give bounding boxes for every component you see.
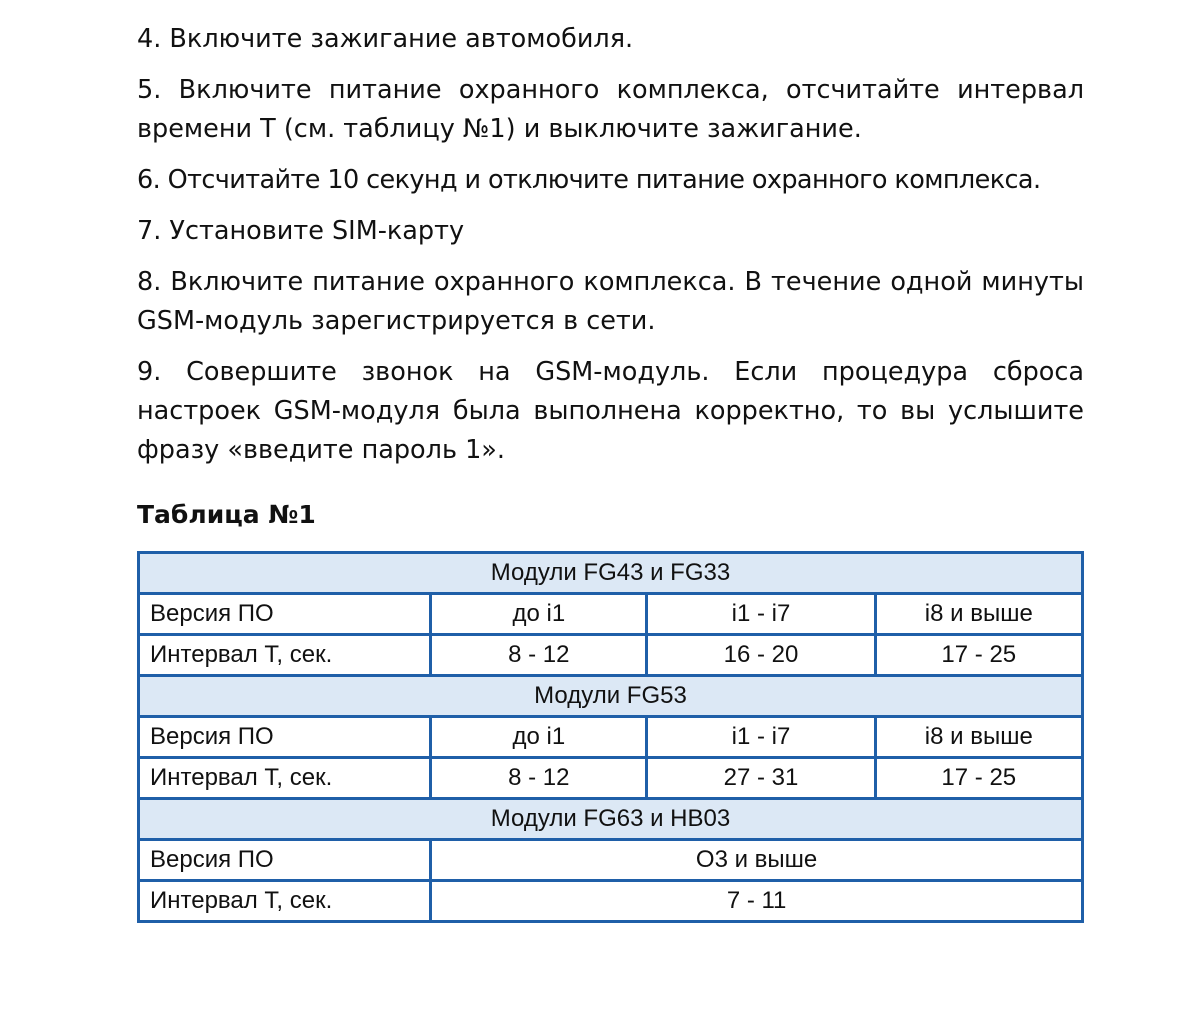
step-5: 5. Включите питание охранного комплекса, отсчитайте интервал времени Т (см. таблицу №1) и выключите зажигание. <box>137 75 1084 144</box>
table-row <box>139 594 1083 635</box>
cell: до i1 <box>431 717 647 758</box>
cell: 8 - 12 <box>431 758 647 799</box>
step-7: 7. Установите SIM-карту <box>137 216 465 246</box>
group-header-row <box>139 553 1083 594</box>
instructions <box>137 20 1084 482</box>
table-row <box>139 717 1083 758</box>
cell: 8 - 12 <box>431 635 647 676</box>
group-header-row <box>139 799 1083 840</box>
row-label: Интервал Т, сек. <box>139 881 431 922</box>
step-9: 9. Совершите звонок на GSM-модуль. Если процедура сброса настроек GSM-модуля была выполнена корректно, то вы услышите фразу «введите пароль 1». <box>137 357 1084 465</box>
table-title: Таблица №1 <box>137 500 316 529</box>
step-8: 8. Включите питание охранного комплекса. В течение одной минуты GSM-модуль зарегистрируется в сети. <box>137 267 1084 336</box>
cell: i8 и выше <box>875 717 1082 758</box>
row-label: Версия ПО <box>139 717 431 758</box>
row-label: Интервал Т, сек. <box>139 635 431 676</box>
cell: до i1 <box>431 594 647 635</box>
cell: 17 - 25 <box>875 758 1082 799</box>
row-label: Версия ПО <box>139 840 431 881</box>
group-header: Модули FG43 и FG33 <box>139 553 1083 594</box>
cell: i1 - i7 <box>647 594 875 635</box>
cell: 17 - 25 <box>875 635 1082 676</box>
cell: O3 и выше <box>431 840 1083 881</box>
table-row <box>139 881 1083 922</box>
row-label: Версия ПО <box>139 594 431 635</box>
step-4: 4. Включите зажигание автомобиля. <box>137 24 634 54</box>
cell: i8 и выше <box>875 594 1082 635</box>
group-header-row <box>139 676 1083 717</box>
table-row <box>139 840 1083 881</box>
group-header: Модули FG53 <box>139 676 1083 717</box>
group-header: Модули FG63 и HB03 <box>139 799 1083 840</box>
cell: i1 - i7 <box>647 717 875 758</box>
table-row <box>139 635 1083 676</box>
cell: 7 - 11 <box>431 881 1083 922</box>
step-6: 6. Отсчитайте 10 секунд и отключите питание охранного комплекса. <box>137 165 1041 195</box>
timing-table <box>137 551 1084 923</box>
table-row <box>139 758 1083 799</box>
cell: 27 - 31 <box>647 758 875 799</box>
row-label: Интервал Т, сек. <box>139 758 431 799</box>
cell: 16 - 20 <box>647 635 875 676</box>
